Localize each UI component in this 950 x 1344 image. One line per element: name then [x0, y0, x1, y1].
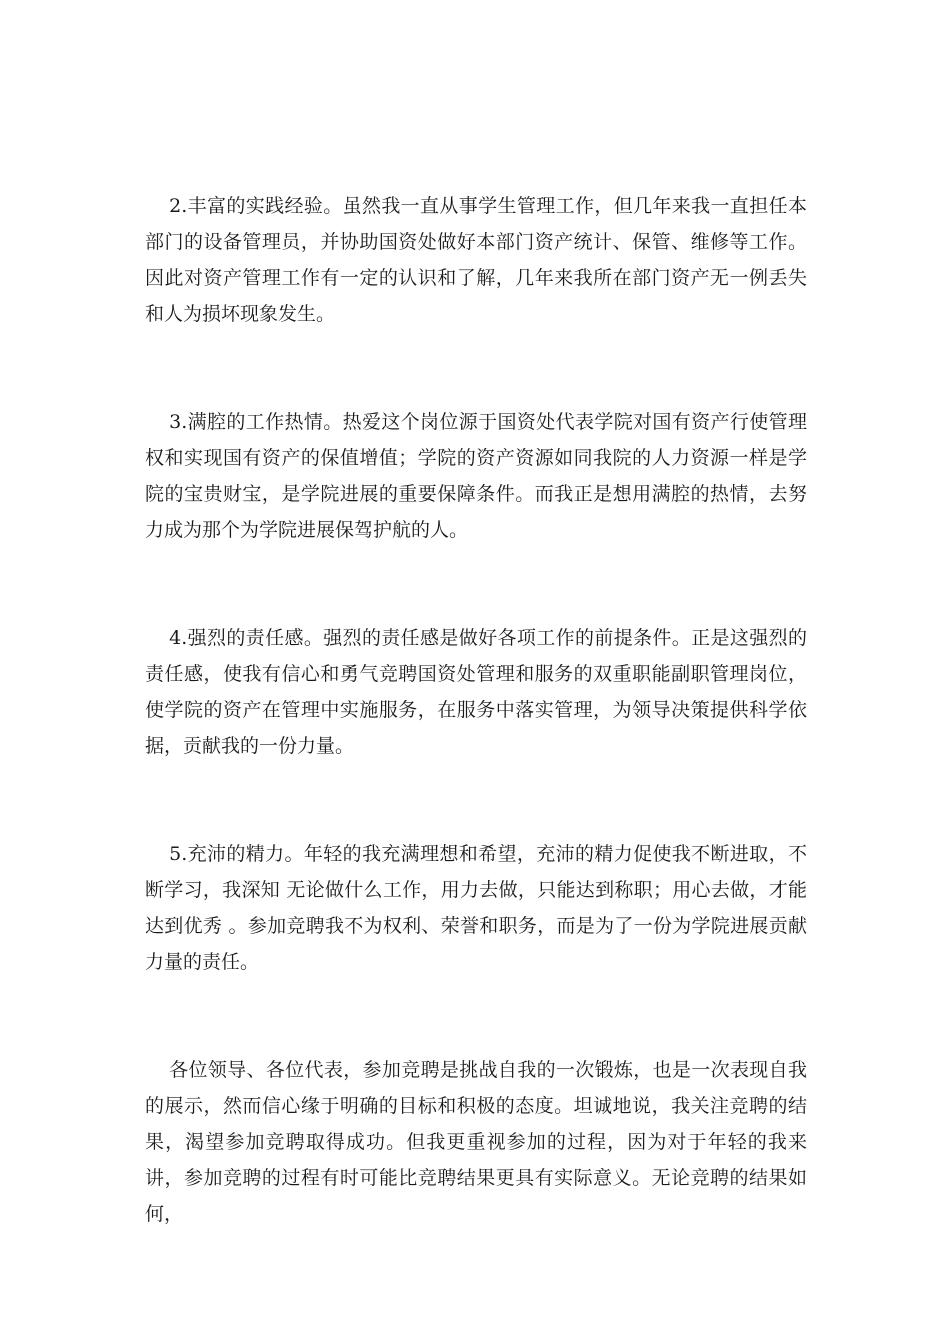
paragraph-practical-experience: 2.丰富的实践经验。虽然我一直从事学生管理工作，但几年来我一直担任本部门的设备管理员，并协助国资处做好本部门资产统计、保管、维修等工作。因此对资产管理工作有一定的认识和了解，几年来我所在部门资产无一例丢失和人为损坏现象发生。: [145, 195, 807, 325]
paragraph-energy: 5.充沛的精力。年轻的我充满理想和希望，充沛的精力促使我不断进取，不断学习，我深知 无论做什么工作，用力去做，只能达到称职；用心去做，才能达到优秀 。参加竞聘我不为权利、荣誉和职务，而是为了一份为学院进展贡献力量的责任。: [145, 843, 807, 973]
paragraph-sense-of-responsibility: 4.强烈的责任感。强烈的责任感是做好各项工作的前提条件。正是这强烈的责任感，使我有信心和勇气竞聘国资处管理和服务的双重职能副职管理岗位，使学院的资产在管理中实施服务，在服务中落实管理，为领导决策提供科学依据，贡献我的一份力量。: [145, 627, 807, 757]
paragraph-work-enthusiasm: 3.满腔的工作热情。热爱这个岗位源于国资处代表学院对国有资产行使管理权和实现国有资产的保值增值；学院的资产资源如同我院的人力资源一样是学院的宝贵财宝，是学院进展的重要保障条件。而我正是想用满腔的热情，去努力成为那个为学院进展保驾护航的人。: [145, 411, 807, 541]
paragraph-closing-address: 各位领导、各位代表，参加竞聘是挑战自我的一次锻炼，也是一次表现自我的展示，然而信心缘于明确的目标和积极的态度。坦诚地说，我关注竞聘的结果，渴望参加竞聘取得成功。但我更重视参加的过程，因为对于年轻的我来讲，参加竞聘的过程有时可能比竞聘结果更具有实际意义。无论竞聘的结果如何，: [145, 1059, 807, 1225]
